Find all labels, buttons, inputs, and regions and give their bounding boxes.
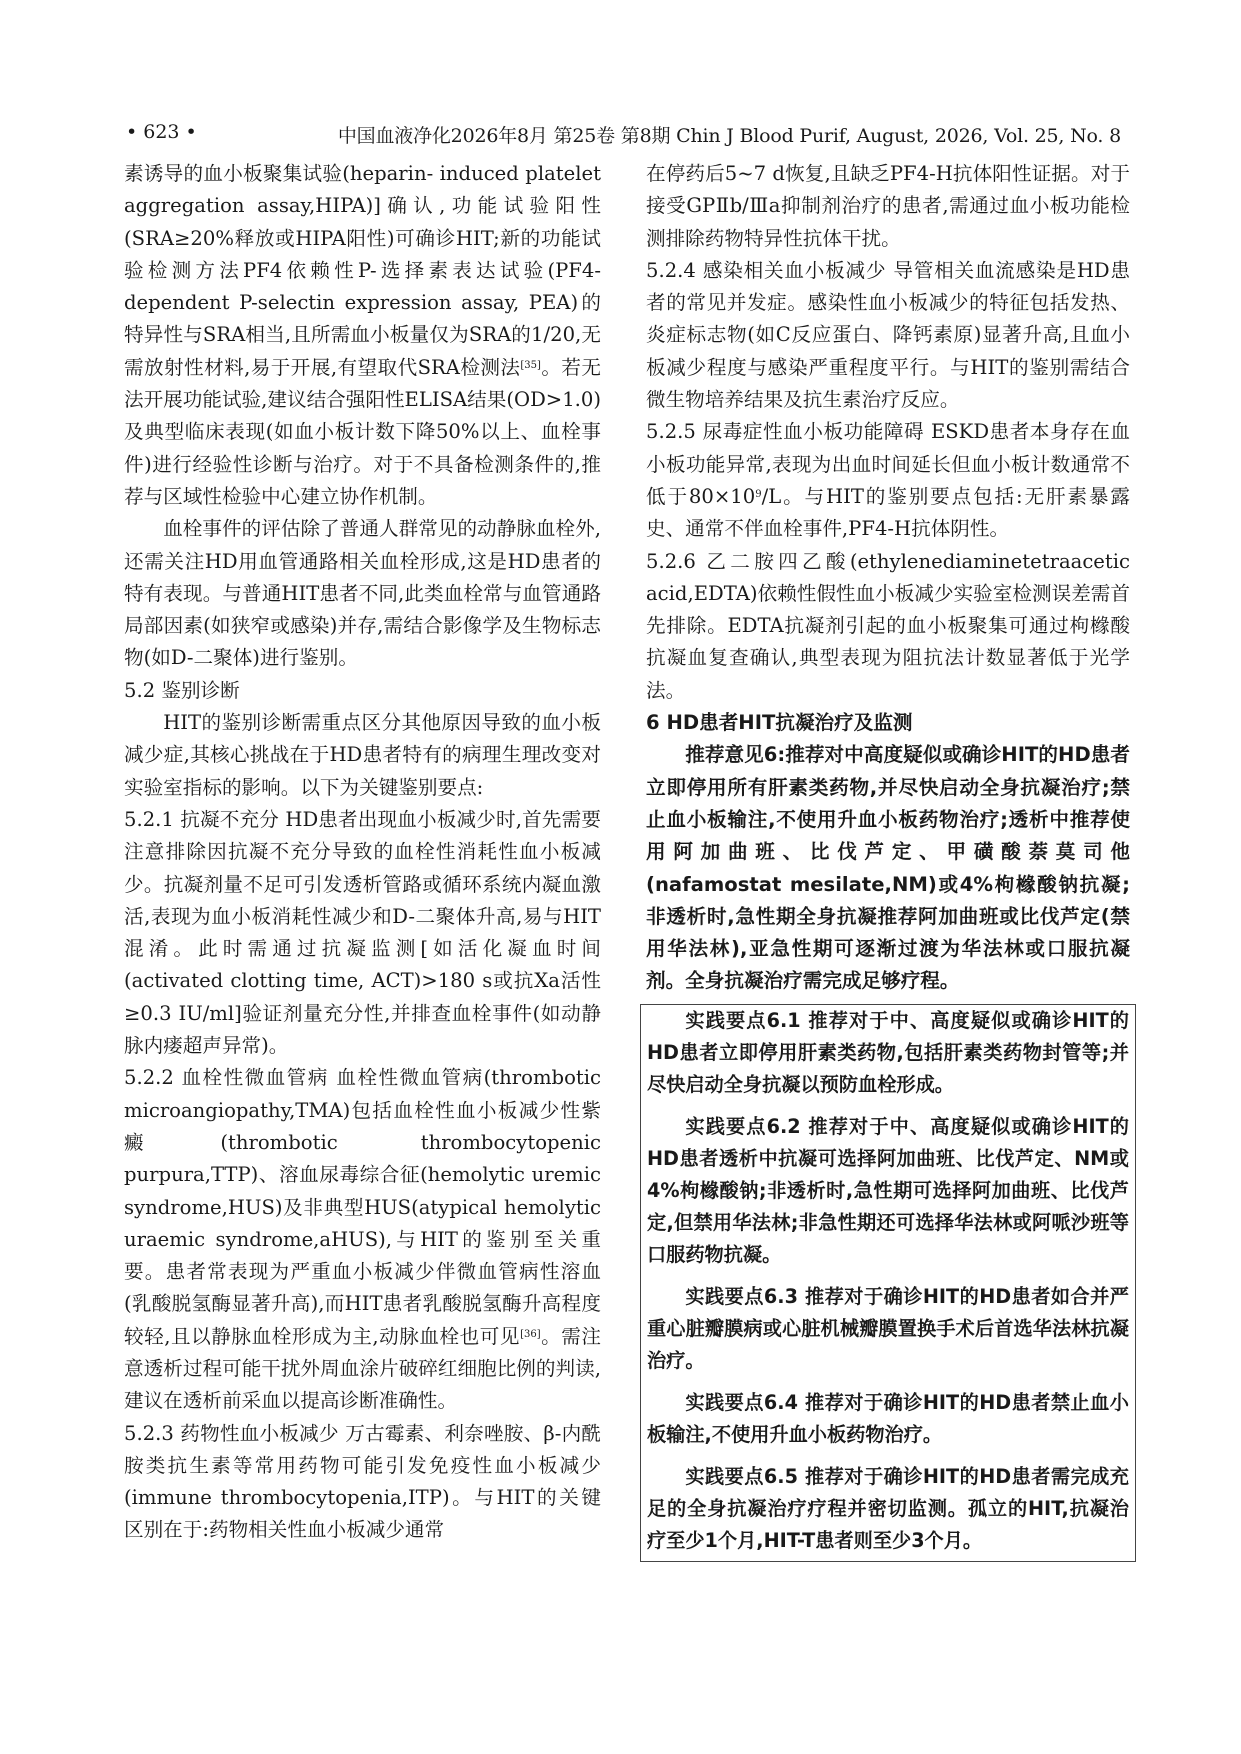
subsection-5-2-5: 5.2.5 尿毒症性血小板功能障碍 ESKD患者本身存在血小板功能异常,表现为出血时间延长但血小板计数通常不低于$80\times 10^9/L$。与HIT的鉴别要点包括:无肝素暴露史、通常不伴血栓事件,PF4-H抗体阴性。 [646, 420, 1130, 541]
practice-point-6-4: 实践要点6.4 推荐对于确诊HIT的HD患者禁止血小板输注,不使用升血小板药物治疗。 [647, 1390, 1129, 1446]
subsection-5-2-1: 5.2.1 抗凝不充分 HD患者出现血小板减少时,首先需要注意排除因抗凝不充分导致的血栓性消耗性血小板减少。抗凝剂量不足可引发透析管路或循环系统内凝血激活,表现为血小板消耗性减少和D-二聚体升高,易与HIT混淆。此时需通过抗凝监测[如活化凝血时间(activated clotting time, ACT)>180 s或抗Xa活性≥0.3 IU/ml]验证剂量充分性,并排查血栓事件(如动静脉内瘘超声异常)。 [124, 807, 601, 1058]
subsection-5-2-4: 5.2.4 感染相关血小板减少 导管相关血流感染是HD患者的常见并发症。感染性血小板减少的特征包括发热、炎症标志物(如C反应蛋白、降钙素原)显著升高,且血小板减少程度与感染严重程度平行。与HIT的鉴别需结合微生物培养结果及抗生素治疗反应。 [646, 258, 1131, 412]
running-header [0, 121, 1241, 151]
citation-ref: [35] [520, 359, 541, 371]
recommendation-6: 推荐意见6:推荐对中高度疑似或确诊HIT的HD患者立即停用所有肝素类药物,并尽快启动全身抗凝治疗;禁止血小板输注,不使用升血小板药物治疗;透析中推荐使用阿加曲班、比伐芦定、甲磺酸萘莫司他(nafamostat mesilate,NM)或4%枸橼酸钠抗凝;非透析时,急性期全身抗凝推荐阿加曲班或比伐芦定(禁用华法林),亚急性期可逐渐过渡为华法林或口服抗凝剂。全身抗凝治疗需完成足够疗程。 [646, 743, 1130, 993]
practice-point-6-3: 实践要点6.3 推荐对于确诊HIT的HD患者如合并严重心脏瓣膜病或心脏机械瓣膜置换手术后首选华法林抗凝治疗。 [647, 1284, 1129, 1372]
paragraph-drug-induced-continued: 在停药后5~7 d恢复,且缺乏PF4-H抗体阳性证据。对于接受GPⅡb/Ⅲa抑制剂治疗的患者,需通过血小板功能检测排除药物特异性抗体干扰。 [646, 162, 1130, 250]
practice-point-6-2: 实践要点6.2 推荐对于中、高度疑似或确诊HIT的HD患者透析中抗凝可选择阿加曲班、比伐芦定、NM或4%枸橼酸钠;非透析时,急性期可选择阿加曲班、比伐芦定,但禁用华法林;非急性期还可选择华法林或阿哌沙班等口服药物抗凝。 [647, 1114, 1129, 1266]
journal-citation: 中国血液净化2026年8月 第25卷 第8期 Chin J Blood Purif, August, 2026, Vol. 25, No. 8 [337, 125, 1121, 147]
subsection-heading: 5.2.1 抗凝不充分 [124, 807, 279, 831]
superscript-exponent: 9 [755, 488, 762, 500]
subsection-heading: 5.2.5 尿毒症性血小板功能障碍 [646, 420, 925, 444]
paragraph-thrombosis-evaluation: 血栓事件的评估除了普通人群常见的动静脉血栓外,还需关注HD用血管通路相关血栓形成,这是HD患者的特有表现。与普通HIT患者不同,此类血栓常与血管通路局部因素(如狭窄或感染)并存,需结合影像学及生物标志物(如D-二聚体)进行鉴别。 [124, 517, 601, 670]
subsection-5-2-6: 5.2.6 乙二胺四乙酸(ethylenediaminetetraacetic acid,EDTA)依赖性假性血小板减少实验室检测误差需首先排除。EDTA抗凝剂引起的血小板聚集可通过枸橼酸抗凝血复查确认,典型表现为阻抗法计数显著低于光学法。 [646, 549, 1131, 702]
practice-points-box [640, 1004, 1136, 1562]
subsection-heading: 5.2.6 [646, 549, 696, 573]
subsection-heading: 5.2.4 感染相关血小板减少 [646, 258, 887, 282]
left-column [124, 158, 601, 1547]
section-heading-6: 6 HD患者HIT抗凝治疗及监测 [646, 711, 913, 735]
practice-point-6-5: 实践要点6.5 推荐对于确诊HIT的HD患者需完成充足的全身抗凝治疗疗程并密切监测。孤立的HIT,抗凝治疗至少1个月,HIT-T患者则至少3个月。 [647, 1464, 1129, 1552]
subsection-5-2-2: 5.2.2 血栓性微血管病 血栓性微血管病(thrombotic microangiopathy,TMA)包括血栓性血小板减少性紫癜(thrombotic thrombocytopenic purpura,TTP)、溶血尿毒综合征(hemolytic uremic syndrome,HUS)及非典型HUS(atypical hemolytic uraemic syndrome,aHUS),与HIT的鉴别至关重要。患者常表现为严重血小板减少伴微血管病性溶血(乳酸脱氢酶显著升高),而HIT患者乳酸脱氢酶升高程度较轻,且以静脉血栓形成为主,动脉血栓也可见[36]。需注意透析过程可能干扰外周血涂片破碎红细胞比例的判读,建议在透析前采血以提高诊断准确性。 [124, 1066, 601, 1413]
section-heading-5-2: 5.2 鉴别诊断 [124, 678, 240, 702]
subsection-5-2-3: 5.2.3 药物性血小板减少 万古霉素、利奈唑胺、β-内酰胺类抗生素等常用药物可能引发免疫性血小板减少(immune thrombocytopenia,ITP)。与HIT的关键区别在于:药物相关性血小板减少通常 [124, 1421, 601, 1542]
subsection-heading: 5.2.2 血栓性微血管病 [124, 1066, 329, 1090]
subsection-heading: 5.2.3 药物性血小板减少 [124, 1421, 339, 1445]
practice-point-6-1: 实践要点6.1 推荐对于中、高度疑似或确诊HIT的HD患者立即停用肝素类药物,包括肝素类药物封管等;并尽快启动全身抗凝以预防血栓形成。 [647, 1008, 1129, 1096]
right-column [646, 158, 1130, 1562]
citation-ref: [36] [520, 1328, 541, 1340]
paragraph-hit-functional-tests: 素诱导的血小板聚集试验(heparin- induced platelet aggregation assay,HIPA)]确认,功能试验阳性(SRA≥20%释放或HIPA阳性)可确诊HIT;新的功能试验检测方法PF4依赖性P-选择素表达试验(PF4-dependent P-selectin expression assay, PEA)的特异性与SRA相当,且所需血小板量仅为SRA的1/20,无需放射性材料,易于开展,有望取代SRA检测法[35]。若无法开展功能试验,建议结合强阳性ELISA结果(OD>1.0)及典型临床表现(如血小板计数下降50%以上、血栓事件)进行经验性诊断与治疗。对于不具备检测条件的,推荐与区域性检验中心建立协作机制。 [124, 162, 601, 508]
paragraph-differential-intro: HIT的鉴别诊断需重点区分其他原因导致的血小板减少症,其核心挑战在于HD患者特有的病理生理改变对实验室指标的影响。以下为关键鉴别要点: [124, 711, 601, 799]
page-number: • 623 • [126, 121, 197, 143]
